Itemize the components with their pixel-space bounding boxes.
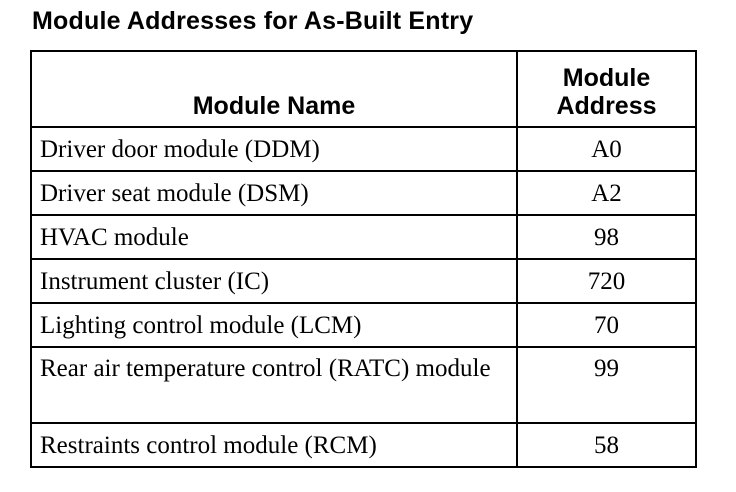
column-header-address-line1: Module (562, 64, 651, 92)
table-row (31, 423, 696, 467)
module-name-cell: Lighting control module (LCM) (31, 303, 517, 347)
table-row (31, 303, 696, 347)
column-header-address-line2: Address (556, 92, 657, 120)
module-address-cell: 70 (517, 303, 696, 347)
table-header-row (31, 51, 696, 127)
module-name-cell: Driver seat module (DSM) (31, 171, 517, 215)
table-row (31, 171, 696, 215)
page-title: Module Addresses for As-Built Entry (32, 7, 474, 35)
module-name-cell: Instrument cluster (IC) (31, 259, 517, 303)
table-row (31, 347, 696, 423)
module-address-cell: 58 (517, 423, 696, 467)
module-name-cell: Rear air temperature control (RATC) module (31, 347, 517, 423)
module-address-table (30, 50, 697, 468)
module-address-cell: A0 (517, 127, 696, 171)
module-name-cell: Restraints control module (RCM) (31, 423, 517, 467)
module-name-cell: HVAC module (31, 215, 517, 259)
table-row (31, 259, 696, 303)
module-address-cell: 98 (517, 215, 696, 259)
module-address-cell: A2 (517, 171, 696, 215)
module-address-cell: 99 (517, 347, 696, 423)
table-row (31, 215, 696, 259)
column-header-module-name: Module Name (31, 51, 517, 127)
table-row (31, 127, 696, 171)
module-address-cell: 720 (517, 259, 696, 303)
module-name-cell: Driver door module (DDM) (31, 127, 517, 171)
column-header-module-address (517, 51, 696, 127)
